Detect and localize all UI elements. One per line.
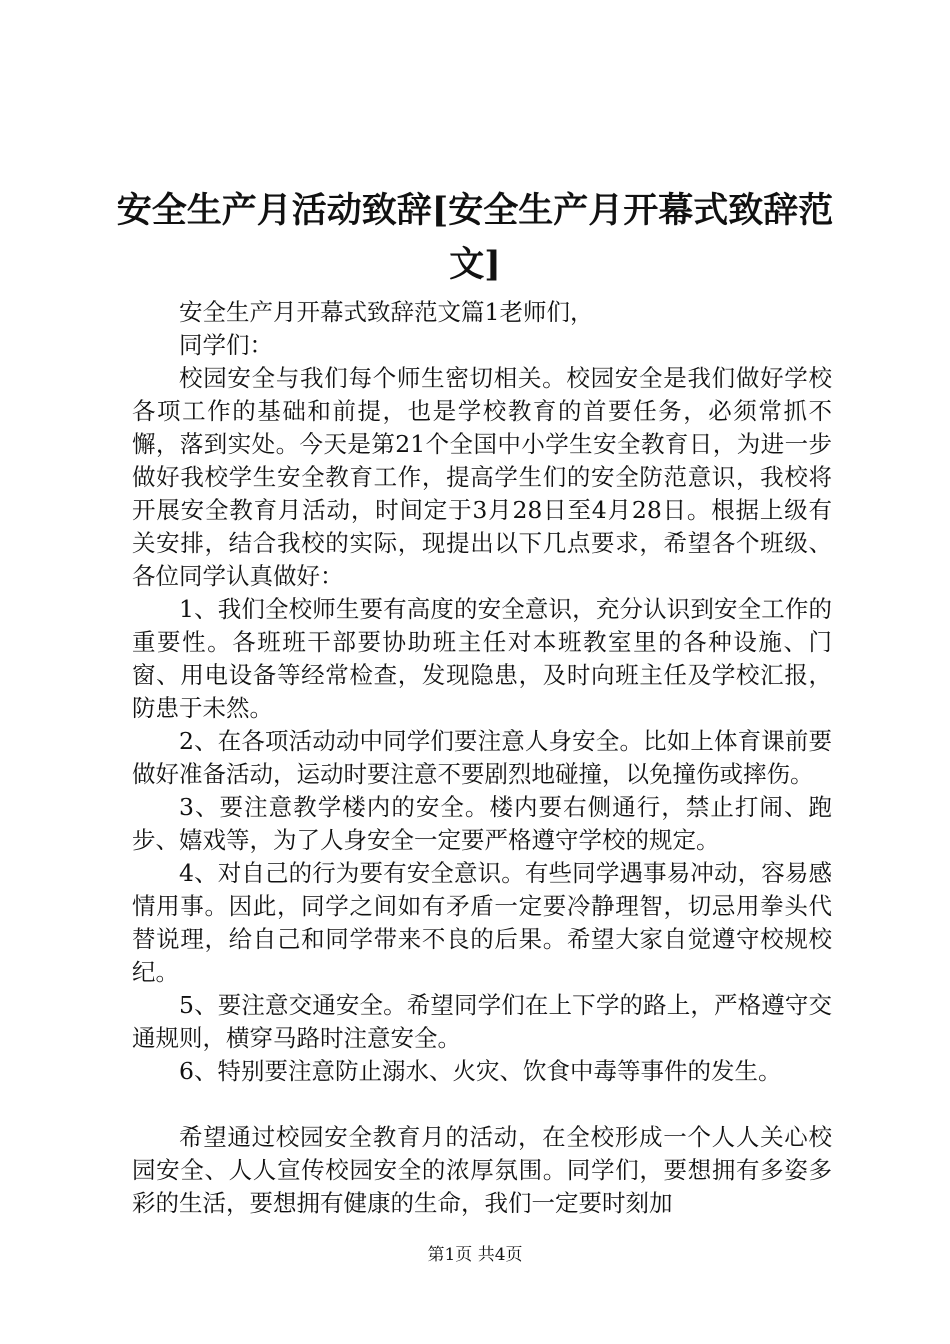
paragraph-item-1: 1、我们全校师生要有高度的安全意识，充分认识到安全工作的重要性。各班班干部要协助班主任对本班教室里的各种设施、门窗、用电设备等经常检查，发现隐患，及时向班主任及学校汇报，防患于未然。 [132,595,832,722]
paragraph-item-2: 2、在各项活动动中同学们要注意人身安全。比如上体育课前要做好准备活动，运动时要注意不要剧烈地碰撞，以免撞伤或摔伤。 [132,727,832,788]
paragraph-greeting: 安全生产月开幕式致辞范文篇1老师们， [179,298,594,326]
paragraph-salutation: 同学们： [179,331,273,359]
paragraph-item-6: 6、特别要注意防止溺水、火灾、饮食中毒等事件的发生。 [179,1057,782,1085]
paragraph-item-5: 5、要注意交通安全。希望同学们在上下学的路上，严格遵守交通规则，横穿马路时注意安全。 [132,991,832,1052]
document-body [132,296,832,1220]
paragraph-item-4: 4、对自己的行为要有安全意识。有些同学遇事易冲动，容易感情用事。因此，同学之间如有矛盾一定要冷静理智，切忌用拳头代替说理，给自己和同学带来不良的后果。希望大家自觉遵守校规校纪。 [132,859,832,986]
paragraph-item-3: 3、要注意教学楼内的安全。楼内要右侧通行，禁止打闹、跑步、嬉戏等，为了人身安全一定要严格遵守学校的规定。 [132,793,832,854]
paragraph-closing: 希望通过校园安全教育月的活动，在全校形成一个人人关心校园安全、人人宣传校园安全的浓厚氛围。同学们，要想拥有多姿多彩的生活，要想拥有健康的生命，我们一定要时刻加 [132,1123,832,1217]
document-title: 安全生产月活动致辞[安全生产月开幕式致辞范文] [116,190,834,285]
paragraph-intro: 校园安全与我们每个师生密切相关。校园安全是我们做好学校各项工作的基础和前提，也是学校教育的首要任务，必须常抓不懈，落到实处。今天是第21个全国中小学生安全教育日，为进一步做好我校学生安全教育工作，提高学生们的安全防范意识，我校将开展安全教育月活动，时间定于3月28日至4月28日。根据上级有关安排，结合我校的实际，现提出以下几点要求，希望各个班级、各位同学认真做好： [132,364,832,590]
page-footer: 第1页 共4页 [427,1245,523,1265]
